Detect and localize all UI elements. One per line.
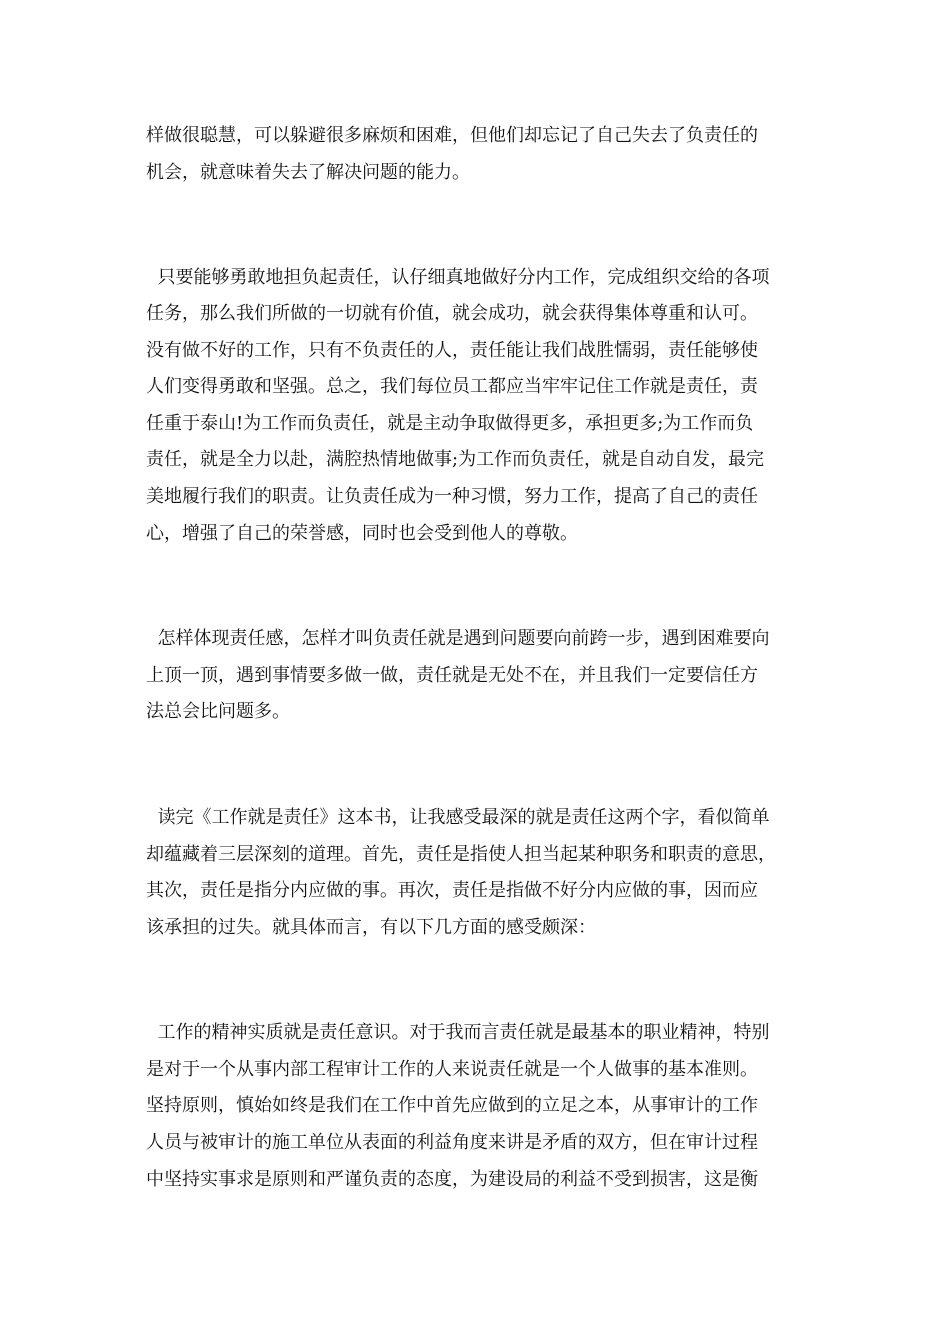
- paragraph-line: 工作的精神实质就是责任意识。对于我而言责任就是最基本的职业精神，特别: [146, 1022, 770, 1043]
- paragraph-line: 美地履行我们的职责。让负责任成为一种习惯，努力工作，提高了自己的责任: [146, 486, 758, 507]
- paragraph-line: 上顶一顶，遇到事情要多做一做，责任就是无处不在，并且我们一定要信任方: [146, 665, 758, 686]
- paragraph-line: 心，增强了自己的荣誉感，同时也会受到他人的尊敬。: [146, 523, 578, 544]
- paragraph-line: 是对于一个从事内部工程审计工作的人来说责任就是一个人做事的基本准则。: [146, 1059, 758, 1080]
- paragraph-line: 任务，那么我们所做的一切就有价值，就会成功，就会获得集体尊重和认可。: [146, 303, 758, 324]
- paragraph-line: 人员与被审计的施工单位从表面的利益角度来讲是矛盾的双方，但在审计过程: [146, 1132, 758, 1153]
- paragraph-line: 法总会比问题多。: [146, 701, 290, 722]
- paragraph-line: 机会，就意味着失去了解决问题的能力。: [146, 162, 470, 183]
- paragraph-line: 却蕴藏着三层深刻的道理。首先，责任是指使人担当起某种职务和职责的意思，: [146, 844, 776, 865]
- paragraph-line: 该承担的过失。就具体而言，有以下几方面的感受颇深：: [146, 917, 596, 938]
- paragraph-line: 其次，责任是指分内应做的事。再次，责任是指做不好分内应做的事，因而应: [146, 880, 758, 901]
- paragraph-line: 中坚持实事求是原则和严谨负责的态度，为建设局的利益不受到损害，这是衡: [146, 1169, 758, 1190]
- paragraph-line: 人们变得勇敢和坚强。总之，我们每位员工都应当牢牢记住工作就是责任，责: [146, 376, 758, 397]
- paragraph-line: 没有做不好的工作，只有不负责任的人，责任能让我们战胜懦弱，责任能够使: [146, 340, 758, 361]
- paragraph-line: 责任，就是全力以赴，满腔热情地做事;为工作而负责任，就是自动自发，最完: [146, 449, 765, 470]
- paragraph-line: 读完《工作就是责任》这本书，让我感受最深的就是责任这两个字，看似简单: [146, 807, 770, 828]
- paragraph-line: 坚持原则，慎始如终是我们在工作中首先应做到的立足之本，从事审计的工作: [146, 1095, 758, 1116]
- paragraph-line: 怎样体现责任感，怎样才叫负责任就是遇到问题要向前跨一步，遇到困难要向: [146, 628, 770, 649]
- paragraph-line: 只要能够勇敢地担负起责任，认仔细真地做好分内工作，完成组织交给的各项: [146, 267, 770, 288]
- paragraph-line: 样做很聪慧，可以躲避很多麻烦和困难，但他们却忘记了自己失去了负责任的: [146, 125, 758, 146]
- paragraph-line: 任重于泰山!为工作而负责任，就是主动争取做得更多，承担更多;为工作而负: [146, 413, 754, 434]
